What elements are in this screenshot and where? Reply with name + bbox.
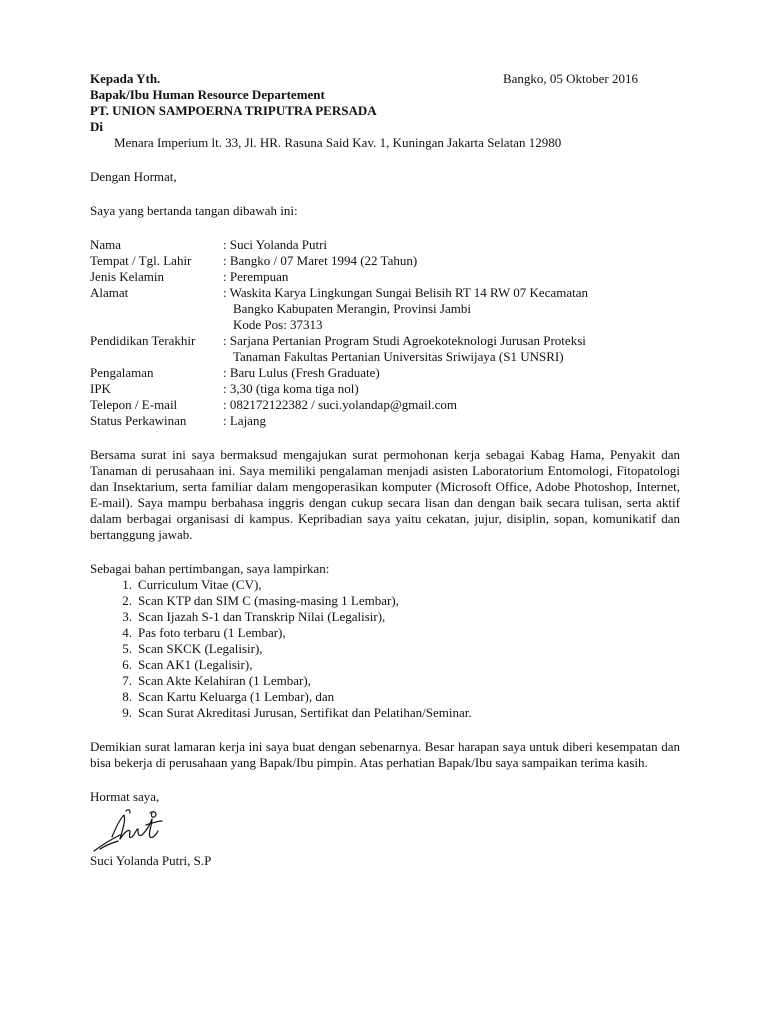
closing-paragraph: Demikian surat lamaran kerja ini saya buat dengan sebenarnya. Besar harapan saya untuk diberi kesempatan dan bisa bekerja di perusahaan yang Bapak/Ibu pimpin. Atas perhatian Bapak/Ibu saya sampaikan terima kasih. xyxy=(90,739,680,770)
detail-value: : 3,30 (tiga koma tiga nol) xyxy=(223,381,359,396)
list-item xyxy=(90,625,680,641)
recipient-line-4: Di xyxy=(90,119,103,134)
detail-label: Tempat / Tgl. Lahir xyxy=(90,253,192,268)
detail-value: : Sarjana Pertanian Program Studi Agroekoteknologi Jurusan Proteksi xyxy=(223,333,586,348)
list-item-text: Scan Surat Akreditasi Jurusan, Sertifikat dan Pelatihan/Seminar. xyxy=(138,705,472,720)
list-item-number: 5. xyxy=(122,641,132,656)
detail-value: : Suci Yolanda Putri xyxy=(223,237,328,252)
list-item-number: 6. xyxy=(122,657,132,672)
list-item xyxy=(90,577,680,593)
letter-page xyxy=(90,71,680,869)
list-item-number: 4. xyxy=(122,625,132,640)
signer-name: Suci Yolanda Putri, S.P xyxy=(90,853,212,868)
detail-row-pendidikan xyxy=(90,333,680,365)
recipient-line-2: Bapak/Ibu Human Resource Departement xyxy=(90,87,325,102)
list-item xyxy=(90,689,680,705)
detail-value-group xyxy=(223,333,680,365)
detail-value: Tanaman Fakultas Pertanian Universitas Sriwijaya (S1 UNSRI) xyxy=(233,349,564,364)
list-item-number: 2. xyxy=(122,593,132,608)
detail-label: Telepon / E-mail xyxy=(90,397,178,412)
list-item xyxy=(90,705,680,721)
list-item-text: Pas foto terbaru (1 Lembar), xyxy=(138,625,286,640)
detail-label: Status Perkawinan xyxy=(90,413,187,428)
body-paragraph: Bersama surat ini saya bermaksud mengajukan surat permohonan kerja sebagai Kabag Hama, Penyakit dan Tanaman di perusahaan ini. Saya memiliki pengalaman menjadi asisten Laboratorium Entomologi, Fitopatologi dan Insektarium, serta familiar dalam mengoperasikan komputer (Microsoft Office, Adobe Photoshop, Internet, E-mail). Saya mampu berbahasa inggris dengan cukup secara lisan dan dengan baik secara tulisan, serta aktif dalam berbagai organisasi di kampus. Kepribadian saya yaitu cekatan, jujur, disiplin, sopan, komunikatif dan bertanggung jawab. xyxy=(90,447,680,542)
attachments-intro: Sebagai bahan pertimbangan, saya lampirkan: xyxy=(90,561,330,576)
list-item xyxy=(90,609,680,625)
detail-value-group xyxy=(223,285,680,333)
detail-label: Jenis Kelamin xyxy=(90,269,165,284)
detail-value: : Baru Lulus (Fresh Graduate) xyxy=(223,365,380,380)
list-item-number: 9. xyxy=(122,705,132,720)
detail-value: : 082172122382 / suci.yolandap@gmail.com xyxy=(223,397,458,412)
letter-date: Bangko, 05 Oktober 2016 xyxy=(502,71,638,86)
detail-label: IPK xyxy=(90,381,111,396)
greeting: Dengan Hormat, xyxy=(90,169,177,184)
attachments-list xyxy=(90,577,680,721)
detail-row-nama xyxy=(90,237,680,253)
detail-row-alamat xyxy=(90,285,680,333)
applicant-details xyxy=(90,237,680,429)
detail-label: Pendidikan Terakhir xyxy=(90,333,196,348)
detail-value: : Lajang xyxy=(223,413,266,428)
detail-value: : Perempuan xyxy=(223,269,289,284)
signature-image xyxy=(90,805,680,853)
detail-row-jenis-kelamin xyxy=(90,269,680,285)
detail-value: Bangko Kabupaten Merangin, Provinsi Jambi xyxy=(233,301,471,316)
list-item xyxy=(90,657,680,673)
detail-row-pengalaman xyxy=(90,365,680,381)
signature-icon xyxy=(90,805,180,855)
recipient-line-1: Kepada Yth. xyxy=(90,71,161,86)
detail-value: Kode Pos: 37313 xyxy=(233,317,323,332)
list-item-number: 1. xyxy=(122,577,132,592)
detail-row-status xyxy=(90,413,680,429)
detail-row-telepon xyxy=(90,397,680,413)
detail-row-ipk xyxy=(90,381,680,397)
list-item-text: Scan Kartu Keluarga (1 Lembar), dan xyxy=(138,689,335,704)
detail-label: Pengalaman xyxy=(90,365,154,380)
list-item-text: Scan KTP dan SIM C (masing-masing 1 Lembar), xyxy=(138,593,399,608)
recipient-line-3: PT. UNION SAMPOERNA TRIPUTRA PERSADA xyxy=(90,103,377,118)
header-top-row xyxy=(90,71,638,87)
detail-label: Alamat xyxy=(90,285,129,300)
list-item-text: Scan SKCK (Legalisir), xyxy=(138,641,263,656)
detail-row-ttl xyxy=(90,253,680,269)
list-item xyxy=(90,673,680,689)
list-item-number: 8. xyxy=(122,689,132,704)
list-item-text: Scan Ijazah S-1 dan Transkrip Nilai (Legalisir), xyxy=(138,609,386,624)
recipient-address: Menara Imperium lt. 33, Jl. HR. Rasuna Said Kav. 1, Kuningan Jakarta Selatan 12980 xyxy=(114,135,562,150)
list-item-number: 3. xyxy=(122,609,132,624)
list-item-text: Scan Akte Kelahiran (1 Lembar), xyxy=(138,673,311,688)
detail-label: Nama xyxy=(90,237,122,252)
list-item-number: 7. xyxy=(122,673,132,688)
list-item xyxy=(90,641,680,657)
list-item xyxy=(90,593,680,609)
list-item-text: Curriculum Vitae (CV), xyxy=(138,577,262,592)
sign-off: Hormat saya, xyxy=(90,789,160,804)
detail-value: : Bangko / 07 Maret 1994 (22 Tahun) xyxy=(223,253,418,268)
list-item-text: Scan AK1 (Legalisir), xyxy=(138,657,253,672)
intro-text: Saya yang bertanda tangan dibawah ini: xyxy=(90,203,298,218)
detail-value: : Waskita Karya Lingkungan Sungai Belisih RT 14 RW 07 Kecamatan xyxy=(223,285,589,300)
